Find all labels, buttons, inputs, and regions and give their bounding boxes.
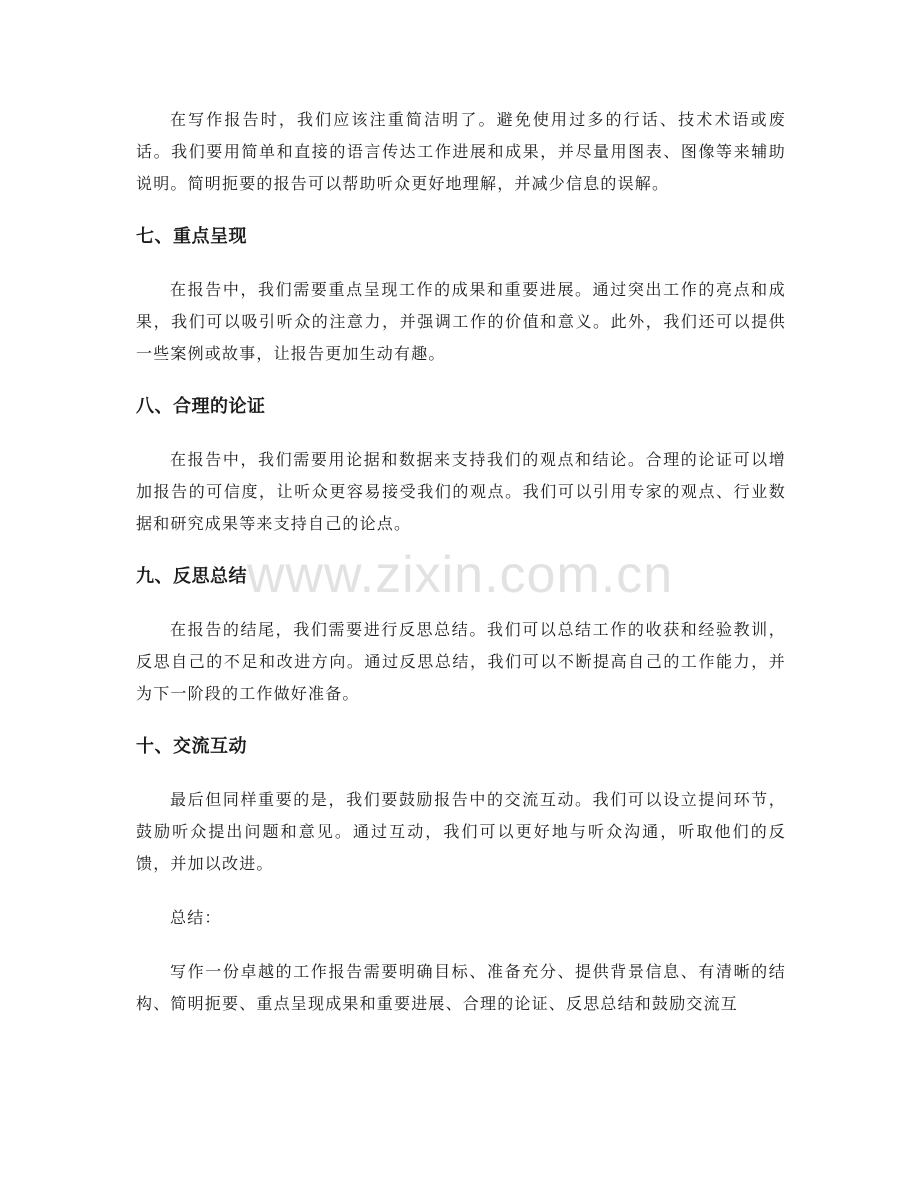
paragraph-interaction: 最后但同样重要的是，我们要鼓励报告中的交流互动。我们可以设立提问环节，鼓励听众提出问题和意见。通过互动，我们可以更好地与听众沟通，听取他们的反馈，并加以改进。: [136, 790, 786, 873]
heading-nine: 九、反思总结: [136, 566, 247, 587]
paragraph-argument: 在报告中，我们需要用论据和数据来支持我们的观点和结论。合理的论证可以增加报告的可信度，让听众更容易接受我们的观点。我们可以引用专家的观点、行业数据和研究成果等来支持自己的论点。: [136, 450, 786, 533]
paragraph-highlight: 在报告中，我们需要重点呈现工作的成果和重要进展。通过突出工作的亮点和成果，我们可以吸引听众的注意力，并强调工作的价值和意义。此外，我们还可以提供一些案例或故事，让报告更加生动有趣。: [136, 280, 786, 363]
paragraph-concise: 在写作报告时，我们应该注重简洁明了。避免使用过多的行话、技术术语或废话。我们要用简单和直接的语言传达工作进展和成果，并尽量用图表、图像等来辅助说明。简明扼要的报告可以帮助听众更好地理解，并减少信息的误解。: [136, 110, 786, 193]
heading-seven: 七、重点呈现: [136, 226, 247, 247]
document-body: [136, 104, 786, 1020]
watermark-text: www.zixin.com.cn: [246, 546, 674, 604]
heading-eight: 八、合理的论证: [136, 396, 266, 417]
summary-label: 总结：: [170, 908, 222, 927]
paragraph-summary: 写作一份卓越的工作报告需要明确目标、准备充分、提供背景信息、有清晰的结构、简明扼要、重点呈现成果和重要进展、合理的论证、反思总结和鼓励交流互: [136, 962, 786, 1013]
heading-ten: 十、交流互动: [136, 736, 247, 757]
paragraph-reflection: 在报告的结尾，我们需要进行反思总结。我们可以总结工作的收获和经验教训，反思自己的不足和改进方向。通过反思总结，我们可以不断提高自己的工作能力，并为下一阶段的工作做好准备。: [136, 620, 786, 703]
